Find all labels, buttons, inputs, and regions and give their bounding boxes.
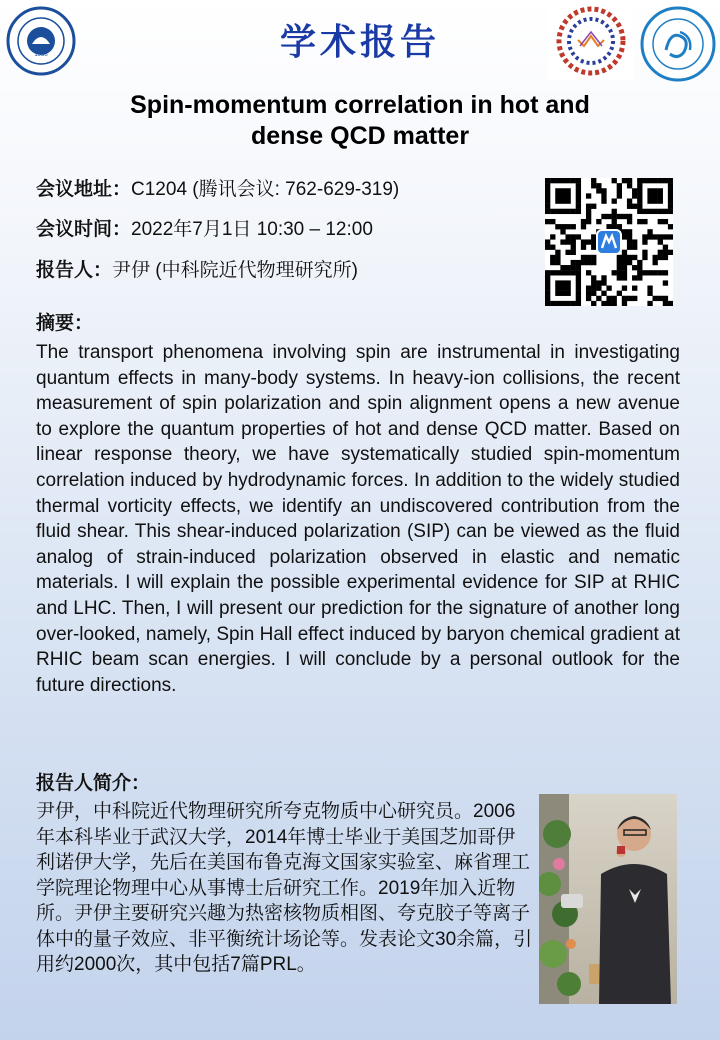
venue-line bbox=[36, 178, 399, 202]
time-label: 会议时间： bbox=[36, 219, 132, 240]
talk-title bbox=[60, 90, 660, 152]
abstract-text: The transport phenomena involving spin are instrumental in investigating quantum effects in many-body systems. In heavy-ion collisions, the recent measurement of spin polarization and spin alignment opens a new avenue to explore the quantum properties of hot and dense QCD matter. Based on linear response theory, we have systematically studied spin-momentum correlation induced by hydrodynamic forces. In addition to the widely studied thermal vorticity effects, we identify an undiscovered contribution from the fluid shear. This shear-induced polarization (SIP) can be viewed as the fluid analog of strain-induced polarization observed in elastic and nematic materials. I will explain the possible experimental evidence for SIP at RHIC and LHC. Then, I will present our prediction for the signature of another long over-looked, namely, Spin Hall effect induced by baryon chemical gradient at RHIC beam scan energies. I will conclude by a personal outlook for the future directions. bbox=[36, 342, 680, 696]
bio-heading: 报告人简介： bbox=[36, 773, 151, 794]
time-value: 2022年7月1日 10:30 – 12:00 bbox=[131, 219, 373, 240]
talk-title-line2: dense QCD matter bbox=[250, 122, 470, 150]
speaker-value: 尹伊 (中科院近代物理研究所) bbox=[112, 260, 358, 281]
bio-text: 尹伊，中科院近代物理研究所夸克物质中心研究员。2006年本科毕业于武汉大学，2014年博士毕业于美国芝加哥伊利诺伊大学，先后在美国布鲁克海文国家实验室、麻省理工学院理论物理中心从事博士后研究工作。2019年加入近物所。尹伊主要研究兴趣为热密核物质相图、夸克胶子等离子体中的量子效应、非平衡统计场论等。发表论文30余篇，引用约2000次，其中包括7篇PRL。 bbox=[36, 801, 533, 975]
time-line bbox=[36, 218, 373, 242]
venue-value: C1204 (腾讯会议: 762-629-319) bbox=[131, 179, 400, 200]
talk-title-line1: Spin-momentum correlation in hot and bbox=[130, 91, 590, 119]
meeting-qr-code[interactable] bbox=[545, 178, 673, 306]
abstract-heading: 摘要： bbox=[36, 313, 94, 334]
page-header-title: 学术报告 bbox=[279, 21, 440, 63]
speaker-line bbox=[36, 259, 358, 283]
speaker-label: 报告人： bbox=[36, 260, 113, 281]
speaker-photo bbox=[539, 794, 677, 1004]
svg-text:1958: 1958 bbox=[34, 52, 48, 58]
venue-label: 会议地址： bbox=[36, 179, 132, 200]
